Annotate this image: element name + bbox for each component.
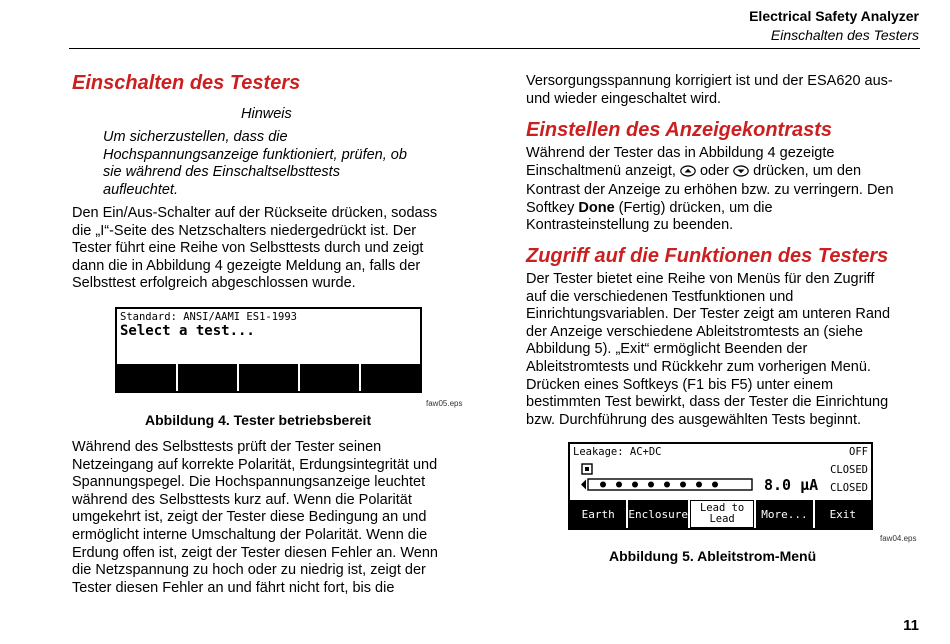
note-label: Hinweis — [241, 106, 292, 122]
text-line: Während des Selbsttests prüft der Tester seinen — [72, 439, 382, 455]
text-line: und wieder eingeschaltet wird. — [526, 90, 722, 107]
lcd-leakage-bar-graph — [581, 478, 753, 496]
text-line: Während der Tester das in Abbildung 4 gezeigte — [526, 145, 835, 161]
text-line: während des Selbsttests kurz auf. Wenn die Polarität — [72, 491, 412, 508]
softkey-more: More... — [756, 500, 812, 528]
figure5-lcd-screen — [568, 442, 873, 530]
figure4-lcd-screen — [115, 307, 422, 393]
note-line: sie während des Einschaltselbsttests — [103, 164, 340, 181]
text-line: Tester führt eine Reihe von Selbsttests durch und zeigt — [72, 240, 424, 257]
softkey-blank — [361, 364, 420, 391]
softkey-blank — [178, 364, 237, 391]
text-line: Selbsttest erfolgreich abgeschlossen wurde. — [72, 275, 356, 292]
page-number: 11 — [903, 617, 919, 634]
figure4-eps-label: faw05.eps — [426, 399, 463, 408]
figure5-caption: Abbildung 5. Ableitstrom-Menü — [609, 548, 817, 564]
figure4-caption: Abbildung 4. Tester betriebsbereit — [145, 412, 372, 428]
text-line: Der Tester bietet eine Reihe von Menüs für den Zugriff — [526, 271, 875, 287]
text-line: Erdung offen ist, zeigt der Tester diesen Fehler an. Wenn — [72, 544, 438, 561]
text-line: Drücken eines Softkeys (F1 bis F5) unter einem — [526, 376, 834, 393]
done-softkey-name: Done — [578, 199, 615, 216]
text-line: dann die in Abbildung 4 gezeigte Meldung an, falls der — [72, 257, 421, 274]
paragraph-power-on — [72, 205, 472, 293]
text-line: bzw. Durchführung des ausgewählten Tests beginnt. — [526, 411, 862, 428]
text-line: auf die verschiedenen Testfunktionen und — [526, 288, 794, 305]
softkey-enclosure: Enclosure — [628, 500, 688, 528]
lcd-select-line: Select a test... — [120, 323, 255, 339]
contrast-up-arrow-icon — [680, 165, 696, 183]
text-line: Kontrasteinstellung zu beenden. — [526, 217, 734, 234]
section-heading-einschalten: Einschalten des Testers — [72, 72, 301, 94]
paragraph-functions — [526, 271, 926, 429]
text-line: Den Ein/Aus-Schalter auf der Rückseite drücken, sodass — [72, 205, 438, 221]
running-header-title: Electrical Safety Analyzer — [749, 8, 919, 24]
contrast-down-arrow-icon — [733, 165, 749, 183]
section-heading-contrast: Einstellen des Anzeigekontrasts — [526, 119, 833, 141]
softkey-lead-to-lead: Lead to Lead — [690, 500, 754, 528]
text-line: die Netzspannung zu hoch oder zu niedrig ist, zeigt der — [72, 562, 426, 579]
figure4-softkey-row — [117, 364, 420, 391]
text-line: die „I“-Seite des Netzschalters niedergedrückt ist. Der — [72, 222, 417, 239]
text-line: ermöglicht interne Umschaltung der Polarität. Wenn die — [72, 526, 428, 543]
softkey-exit: Exit — [815, 500, 871, 528]
section-heading-functions: Zugriff auf die Funktionen des Testers — [526, 245, 889, 267]
text-line: umgekehrt ist, zeigt der Tester diese Bedingung an und — [72, 509, 427, 526]
note-line: aufleuchtet. — [103, 181, 178, 198]
lcd-status-off: OFF — [849, 446, 868, 458]
text-line: Spannungspegel. Die Hochspannungsanzeige leuchtet — [72, 474, 426, 491]
header-divider — [69, 48, 920, 49]
figure5-softkey-row — [570, 500, 871, 528]
text-line: Abbildung 5). „Exit“ ermöglicht Beenden der — [526, 341, 808, 358]
running-header-subtitle: Einschalten des Testers — [770, 27, 919, 43]
paragraph-continuation — [526, 73, 926, 108]
note-line: Hochspannungsanzeige funktioniert, prüfen, ob — [103, 146, 407, 163]
text-line: Versorgungsspannung korrigiert ist und der ESA620 aus- — [526, 73, 893, 89]
lcd-leakage-reading: 8.0 µA — [764, 476, 819, 494]
paragraph-self-test — [72, 439, 472, 597]
softkey-blank — [117, 364, 176, 391]
text-line: Einrichtungsvariablen. Der Tester zeigt am unteren Rand — [526, 306, 891, 323]
lcd-status-closed: CLOSED — [830, 464, 868, 476]
softkey-blank — [300, 364, 359, 391]
text-line: bestimmten Test bewirkt, dass der Tester die Einrichtung — [526, 394, 889, 411]
figure5-eps-label: faw04.eps — [880, 534, 917, 543]
note-text — [103, 129, 463, 199]
softkey-earth: Earth — [570, 500, 626, 528]
paragraph-contrast — [526, 145, 926, 235]
text-line: Kontrast der Anzeige zu erhöhen bzw. zu verringern. Den — [526, 182, 894, 199]
lcd-leakage-label: Leakage: AC+DC — [573, 446, 662, 458]
softkey-blank — [239, 364, 298, 391]
text-line: Ableitstromtests und Rückkehr zum vorherigen Menü. — [526, 358, 871, 375]
text-line-with-bold: Softkey Done (Fertig) drücken, um die — [526, 199, 773, 216]
lcd-status-closed: CLOSED — [830, 482, 868, 494]
lcd-standard-line: Standard: ANSI/AAMI ES1-1993 — [120, 311, 298, 323]
note-line: Um sicherzustellen, dass die — [103, 129, 288, 145]
text-line: Netzeingang auf korrekte Polarität, Erdungsintegrität und — [72, 456, 438, 473]
text-line: der Anzeige verschiedene Ableitstromtests an (siehe — [526, 323, 863, 340]
text-line-with-icons: Einschaltmenü anzeigt, oder drücken, um den — [526, 163, 926, 183]
text-line: Tester diesen Fehler an und fährt nicht fort, bis die — [72, 579, 395, 596]
